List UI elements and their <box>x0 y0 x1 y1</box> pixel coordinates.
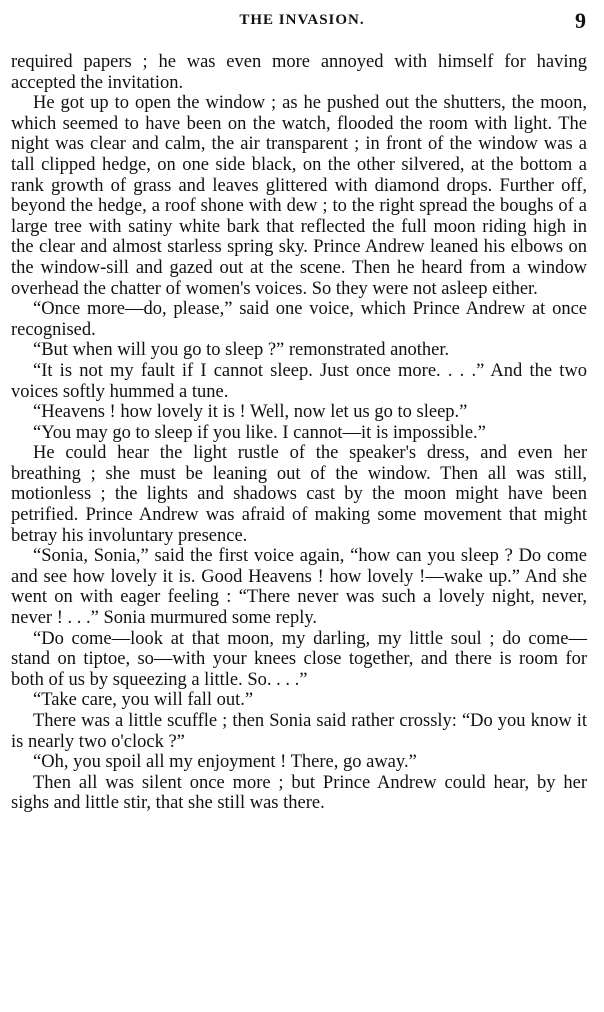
paragraph: “Take care, you will fall out.” <box>33 690 254 711</box>
paragraph: He got up to open the window ; as he pushed out the shutters, the moon, which seemed to have been on the watch, flooded the room with light. The night was clear and calm, the air transparent ; in front of the window was a tall clipped hedge, on one side black, on the other silvered, at the bottom a rank growth of grass and leaves glittered with diamond drops. Further off, beyond the hedge, a roof shone with dew ; to the right spread the boughs of a large tree with satiny white bark that reflected the full moon riding high in the clear and almost starless spring sky. Prince Andrew leaned his elbows on the window-sill and gazed out at the scene. Then he heard from a window overhead the chatter of women's voices. So they were not asleep either. <box>11 93 587 299</box>
paragraph: “It is not my fault if I cannot sleep. Just once more. . . .” And the two voices softly hummed a tune. <box>11 360 587 402</box>
paragraph: “Heavens ! how lovely it is ! Well, now let us go to sleep.” <box>33 402 468 423</box>
paragraph: “Do come—look at that moon, my darling, my little soul ; do come—stand on tiptoe, so—with your knees close together, and there is room for both of us by squeezing a little. So. . . .” <box>11 628 587 690</box>
page-header <box>12 8 592 36</box>
paragraph: “You may go to sleep if you like. I cannot—it is impossible.” <box>33 422 486 443</box>
paragraph: “Once more—do, please,” said one voice, which Prince Andrew at once recognised. <box>11 299 587 340</box>
paragraph: “Oh, you spoil all my enjoyment ! There, go away.” <box>33 752 417 773</box>
body-text <box>11 52 587 814</box>
paragraph: Then all was silent once more ; but Prince Andrew could hear, by her sighs and little stir, that she still was there. <box>11 772 587 814</box>
paragraph: required papers ; he was even more annoyed with himself for having accepted the invitation. <box>11 52 587 93</box>
page-number: 9 <box>575 8 586 33</box>
paragraph: “Sonia, Sonia,” said the first voice again, “how can you sleep ? Do come and see how lovely it is. Good Heavens ! how lovely !—wake up.” And she went on with eager feeling : “There never was such a lovely night, never, never ! . . .” Sonia murmured some reply. <box>11 546 587 629</box>
running-head: THE INVASION. <box>239 12 365 28</box>
paragraph: He could hear the light rustle of the speaker's dress, and even her breathing ; she must be leaning out of the window. Then all was still, motionless ; the lights and shadows cast by the moon might have been petrified. Prince Andrew was afraid of making some movement that might betray his involuntary presence. <box>11 443 587 546</box>
paragraph: “But when will you go to sleep ?” remonstrated another. <box>33 340 450 361</box>
paragraph: There was a little scuffle ; then Sonia said rather crossly: “Do you know it is nearly two o'clock ?” <box>11 711 587 752</box>
